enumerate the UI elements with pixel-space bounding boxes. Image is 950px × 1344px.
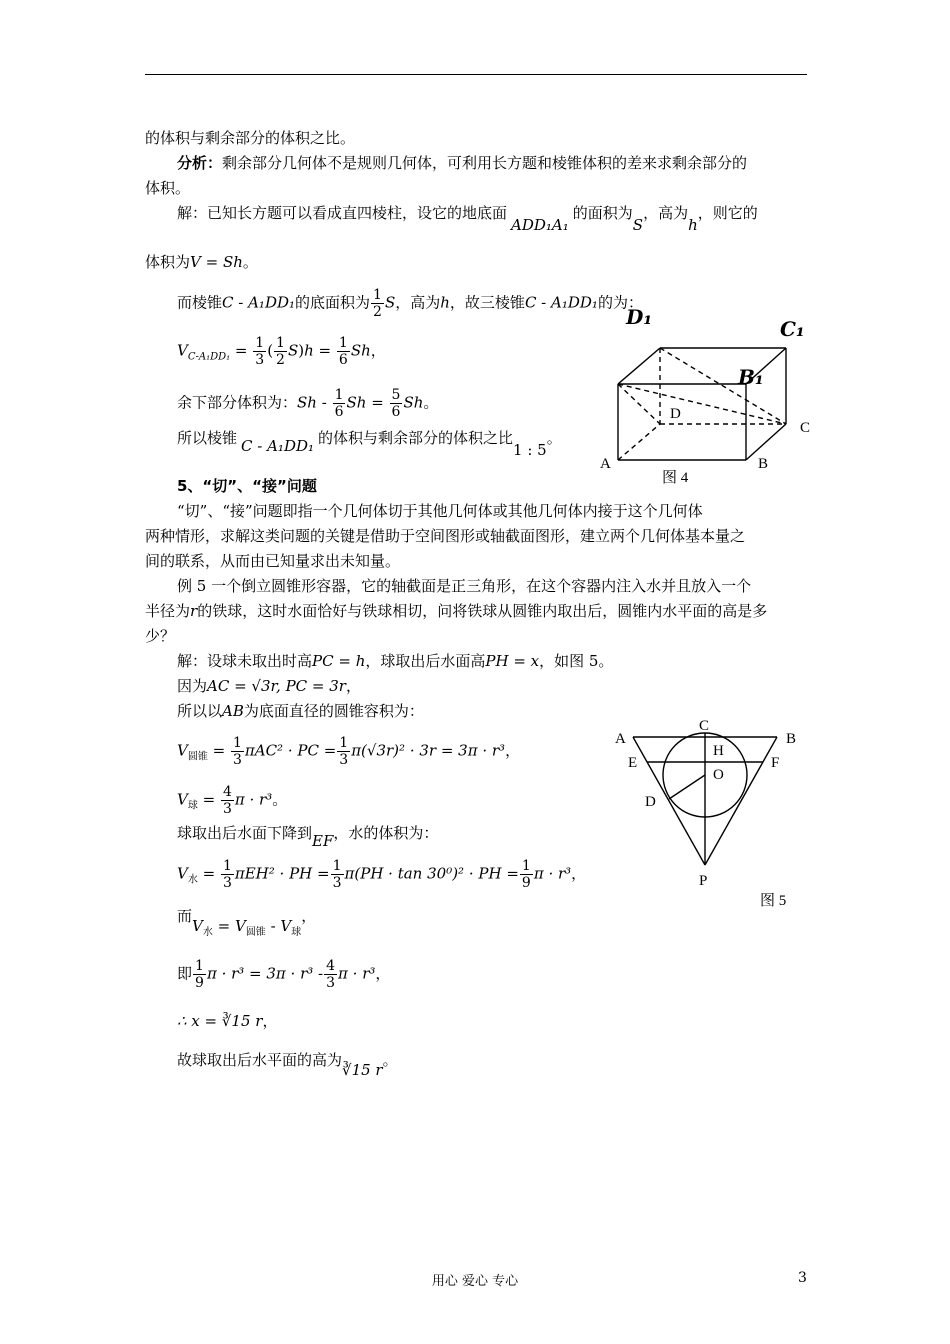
fig5-label: B (786, 731, 797, 747)
fig5-label: E (628, 755, 638, 771)
formula-line: ∴ x = ∛15 r， (177, 1012, 278, 1030)
fig5-label: D (645, 794, 656, 810)
figure-4 (590, 300, 830, 490)
fig4-label: C (800, 420, 811, 436)
fig5-label: P (699, 873, 708, 889)
page-footer: 用心 爱心 专心 (431, 1274, 519, 1289)
header-rule (145, 74, 807, 75)
text-line: 因为AC = √3r, PC = 3r， (177, 677, 361, 695)
text-line: 分析：剩余部分几何体不是规则几何体，可利用长方题和棱锥体积的差来求剩余部分的 (177, 154, 748, 172)
figure-5 (605, 715, 805, 915)
fig5-label: F (771, 755, 780, 771)
formula-line: $V_水$ = $\frac{1}{3}$ πEH² · PH = $\frac{1}{3}$ π(PH · tan 30⁰)² · PH = $\frac{1}{9}$ π · r³， (177, 858, 587, 891)
fig4-label: B (758, 456, 769, 472)
text-line: 解：已知长方题可以看成直四棱柱，设它的地底面ADD₁A₁的面积为S，高为h，则它的 (177, 204, 758, 234)
text-line: 体积为V = Sh。 (145, 253, 258, 271)
fig5-label: C (699, 718, 710, 734)
text-line: 的体积与剩余部分的体积之比。 (145, 129, 356, 147)
formula-line: 即 $\frac{1}{9}$ π · r³ = 3π · r³ - $\frac{4}{3}$ π · r³， (177, 958, 391, 991)
fig4-label: D (670, 406, 681, 422)
page-number: 3 (798, 1270, 807, 1286)
text-line: 球取出后水面下降到EF，水的体积为： (177, 824, 439, 850)
formula-line: 余下部分体积为：Sh - $\frac{1}{6}$ Sh = $\frac{5}{6}$ Sh。 (177, 387, 439, 420)
section-heading: 5、“切”、“接”问题 (177, 477, 317, 495)
formula-line: $V_球$ = $\frac{4}{3}$ π · r³。 (177, 784, 288, 817)
text-line: 两种情形，求解这类问题的关键是借助于空间图形或轴截面图形，建立两个几何体基本量之 (145, 527, 746, 545)
text-line: 半径为r的铁球，这时水面恰好与铁球相切，问将铁球从圆锥内取出后，圆锥内水平面的高是多 (145, 602, 768, 620)
fig4-caption: 图 4 (662, 470, 689, 486)
fig5-label: A (615, 731, 626, 747)
fig4-label: A (600, 456, 611, 472)
fig4-label: C₁ (780, 317, 805, 341)
formula-line: $V_{圆锥}$ = $\frac{1}{3}$ πAC² · PC = $\frac{1}{3}$ π(√3r)² · 3r = 3π · r³， (177, 735, 521, 768)
text-line: 间的联系，从而由已知量求出未知量。 (145, 552, 401, 570)
fig5-label: H (713, 743, 724, 759)
text-line: 解：设球未取出时高PC = h，球取出后水面高PH = x，如图 5。 (177, 652, 614, 670)
text-line: 所以以AB为底面直径的圆锥容积为： (177, 702, 424, 720)
fig4-label: B₁ (738, 365, 764, 389)
text-line: 而棱锥C - A₁DD₁的底面积为 $\frac{1}{2}$ S，高为h，故三棱锥C - A₁DD₁的为： (177, 287, 643, 320)
text-line: 所以棱锥 C - A₁DD₁ 的体积与剩余部分的体积之比1 : 5。 (177, 429, 562, 459)
text-line: “切”、“接”问题即指一个几何体切于其他几何体或其他几何体内接于这个几何体 (177, 502, 703, 520)
text-line: 例 5 一个倒立圆锥形容器，它的轴截面是正三角形，在这个容器内注入水并且放入一个 (177, 577, 752, 595)
text-line: 少？ (145, 627, 176, 645)
fig5-caption: 图 5 (760, 893, 787, 909)
formula-line: 而$V_水 = V_{圆锥} - V_球$， (177, 907, 317, 938)
fig5-label: O (713, 767, 724, 783)
text-line: 体积。 (145, 179, 191, 197)
text-line: 故球取出后水平面的高为∛15 r。 (177, 1051, 398, 1079)
formula-line: $V_{C-A_1DD_1}$ = $\frac{1}{3}$ ( $\frac{1}{2}$ S)h = $\frac{1}{6}$ Sh， (177, 335, 386, 368)
fig4-label: D₁ (626, 305, 653, 329)
